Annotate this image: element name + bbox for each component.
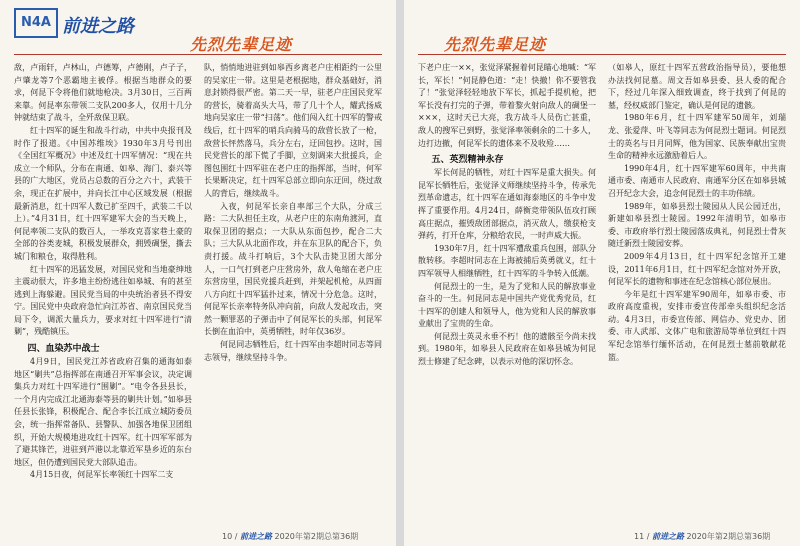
section-heading: 五、英烈精神永存	[431, 155, 504, 166]
paragraph: 2009年4月13日，红十四军纪念馆开工建设，2011年6月1日，红十四军纪念馆对外开放，何昆军长的遗物和事迹在纪念馆核心部位展出。	[608, 251, 786, 287]
paragraph: 军长何昆的牺牲，对红十四军是重大损失。何昆军长牺牲后，张觉泽义师继续坚持斗争，传承先烈革命遗志，红十四军在通如海泰地区的斗争中发挥了重要作用。4月24日，薛衡竞带领队伍攻打顾高庄据点，摧毁敌团部据点，消灭敌人，缴获枪支弹药，打开仓库，分粮给农民，一时声威大振。	[418, 168, 596, 241]
column-1	[14, 62, 192, 526]
n4a-logo: N4A	[14, 8, 58, 38]
footer-magazine: 前进之路	[239, 532, 272, 541]
page-footer: 11 / 前进之路 2020年第2期总第36期	[634, 532, 771, 541]
magazine-title: 前进之路	[62, 16, 134, 37]
column-2	[204, 62, 382, 526]
paragraph: 4月15日夜，何昆军长率领红十四军二支	[30, 470, 174, 480]
header-rule	[418, 54, 786, 55]
paragraph: 敌，卢雨轩，卢林山，卢德筹，卢德刚，卢子子，卢肇龙等7个恶霸地主被俘。根据当地群众的要求，何昆下令将他们就地枪决。3月30日，三百两来靠。何昆率东带领二支队200多人，仅用十几分钟就结束了战斗，全歼敌保卫联。	[14, 63, 192, 123]
paragraph: 1980年6月，红十四军建军50周年，刘瑞龙、张爱萍、叶飞等同志为何昆烈士题词。何昆烈士的英名与日月同辉，他为国家、民族奉献出宝贵生命的精神永远激励着后人。	[608, 113, 786, 161]
column-2	[608, 62, 786, 526]
footer-issue: 2020年第2期总第36期	[274, 532, 359, 541]
paragraph: 下老户庄一××，张觉泽紧握着何昆瞄心地喊：“军长，军长！”何昆静色道：“走！快撤！你不要管我了！”张觉泽轻轻地放下军长，抓起手提机枪，把军长没有打完的子弹，带着黎火射向敌人的碉堡一×××，这时天已大亮，我方战斗人员伤亡甚重，敌人的搜军已到野，张觉泽率领剩余的二十多人，边打边撤，何昆军长的遗体来不及收殓……	[418, 63, 596, 148]
page-number: 11	[634, 532, 645, 541]
paragraph: 何昆烈士英灵永垂不朽！他的遗骸至今尚未找到。1980年，如皋县人民政府在如皋县城为何昆烈士修建了纪念碑，以表示对他的深切怀念。	[418, 331, 596, 367]
paragraph: 入夜，何昆军长亲自率部三个大队，分成三路：二大队担任主攻，从老户庄的东南角渡河，直取保卫团的据点；一大队从东面包抄，配合二大队；三大队从北面作攻，并在东卫队的配合下，负责打援。战斗打响后，3个大队击毙卫团大部分人，一口气打到老户庄营房外，敌人龟缩在老户庄东营房里，国民党援兵赶到，并架起机枪，从四面八方向红十四军猛扑过来，情况十分危急。这时，何昆军长亲率特务队冲向前，向敌人发起攻击，突然一颗罪恶的子弹击中了何昆军长的头部，何昆军长倒在血泊中，英勇牺牲，时年仅36岁。	[204, 201, 382, 337]
section-heading: 四、血染苏中战士	[27, 344, 100, 355]
paragraph: 何昆同志牺牲后，红十四军由李超时同志等同志领导，继续坚持斗争。	[204, 340, 382, 362]
header-rule	[14, 54, 382, 55]
page-number: 10	[222, 532, 233, 541]
paragraph: 红十四军的诞生和战斗行动，中共中央报刊及时作了报道。《中国苏维埃》1930年3月号刊出《全国红军概况》中述及红十四军情况：“现在共成立一个师队，分布在南通、如皋、海门、泰兴等县的广大地区，党员占总数的百分之六十，武装干余，现正在扩展中，并向长江中心区域发展（根据最新消息，红十四军人数已扩至四千，武装二千以上）。”4月31日，红十四军建军大会的当天晚上，何昆率领二支队的数百人，一举攻克喜家巷土豪的全部的谷类麦城，积极发展群众，拥毁碉堡，撕去城门和粮仓，取得胜利。	[14, 125, 192, 261]
page-footer: 10 / 前进之路 2020年第2期总第36期	[222, 532, 359, 541]
column-title: 先烈先辈足迹	[444, 35, 547, 54]
column-1	[418, 62, 596, 526]
paragraph: 队，悄悄地进驻到如皋西乡离老户庄相距约一公里的吴家庄一带。这里是老根据地，群众基础好，消息封锁得很严密。第二天一早，驻老户庄国民党军的营长，骑着高头大马，带了几十个人，耀武扬威地向吴家庄一带“扫荡”。他们闯入红十四军的警戒线后，红十四军的哨兵向骑马的敌营长放了一枪，敌营长怦然落马，兵分左右，迂回包抄。这时，国民党营长的部下慌了手脚，立刻调来大批援兵，企图包围红十四军驻在老户庄的指挥部，当时，何军长果断决定，红十四军总部立即向东迂回，绕过敌人的背后，继续战斗。	[204, 63, 382, 198]
paragraph: 何昆烈士的一生，是为了党和人民的解放事业奋斗的一生。何昆同志是中国共产党优秀党员，红十四军的创建人和领导人，他为党和人民的解放事业献出了宝贵的生命。	[418, 281, 596, 329]
paragraph: 1990年4月，红十四军建军60周年，中共南通市委、南通市人民政府、南通军分区在如皋县城召开纪念大会，追念何昆烈士的丰功伟绩。	[608, 163, 786, 198]
page-header	[404, 6, 800, 58]
paragraph: 今年是红十四军建军90周年，如皋市委、市政府高度重视，安排市委宣传部牵头组织纪念活动。4月3日，市委宣传部、网信办、党史办、团委、市人武部、文体广电和旅游局等单位到红十四军纪念馆举行缅怀活动，在何昆烈士墓前敬献花篮。	[608, 289, 786, 362]
page-header	[0, 6, 396, 58]
article-columns	[14, 62, 382, 526]
column-title: 先烈先辈足迹	[190, 35, 293, 54]
right-page	[404, 0, 800, 546]
paragraph: 1989年，如皋县烈士陵园从人民公园迁出，新建如皋县烈士陵园。1992年清明节，如皋市委、市政府举行烈士陵园落成典礼，何昆烈士骨灰随迁新烈士陵园安葬。	[608, 201, 786, 249]
paragraph: （如皋人，原红十四军五营政治指导员），要他想办法找何昆墓。周文吾如皋县委、县人委的配合下，经过几年深入细致调查，终于找到了何昆的墓，经权威部门鉴定，确认是何昆的遗骸。	[608, 63, 786, 110]
paragraph: 红十四军的迅猛发展，对国民党和当地豪绅地主震动很大，许多地主纷纷逃往如皋城、有的甚至逃到上海躲避。国民党当局的中央统治者县不得安宁。国民党中央政府急忙向江苏省、南京国民党当局下令，调派大量兵力，要求对红十四军进行“清剿”，残酷镇压。	[14, 264, 192, 337]
paragraph: 4月9日，国民党江苏省政府召集的通海如泰地区“剿共”总指挥部在南通召开军事会议，决定调集兵力对红十四军进行“围剿”。“电令各县县长，一个月内完成江北通海泰等县的剿共计划。”如皋县任县长张锋，积极配合、配合李长江成立城防委员会，统一指挥常备队、县警队、加强各地保卫团组织，开始大规模地进攻红十四军。红十四军军部为了避其锋芒，进驻到芦港以北靠近军垦乡近的东台地区，但仍遭到国民党大部队追击。	[14, 357, 192, 467]
footer-magazine: 前进之路	[651, 532, 684, 541]
footer-issue: 2020年第2期总第36期	[686, 532, 771, 541]
left-page	[0, 0, 396, 546]
article-columns	[418, 62, 786, 526]
paragraph: 1930年7月，红十四军遭敌重兵包围，部队分散转移。李超时同志在上海被捕后英勇就义，红十四军领导人相继牺牲，红十四军的斗争转入低潮。	[418, 243, 596, 278]
